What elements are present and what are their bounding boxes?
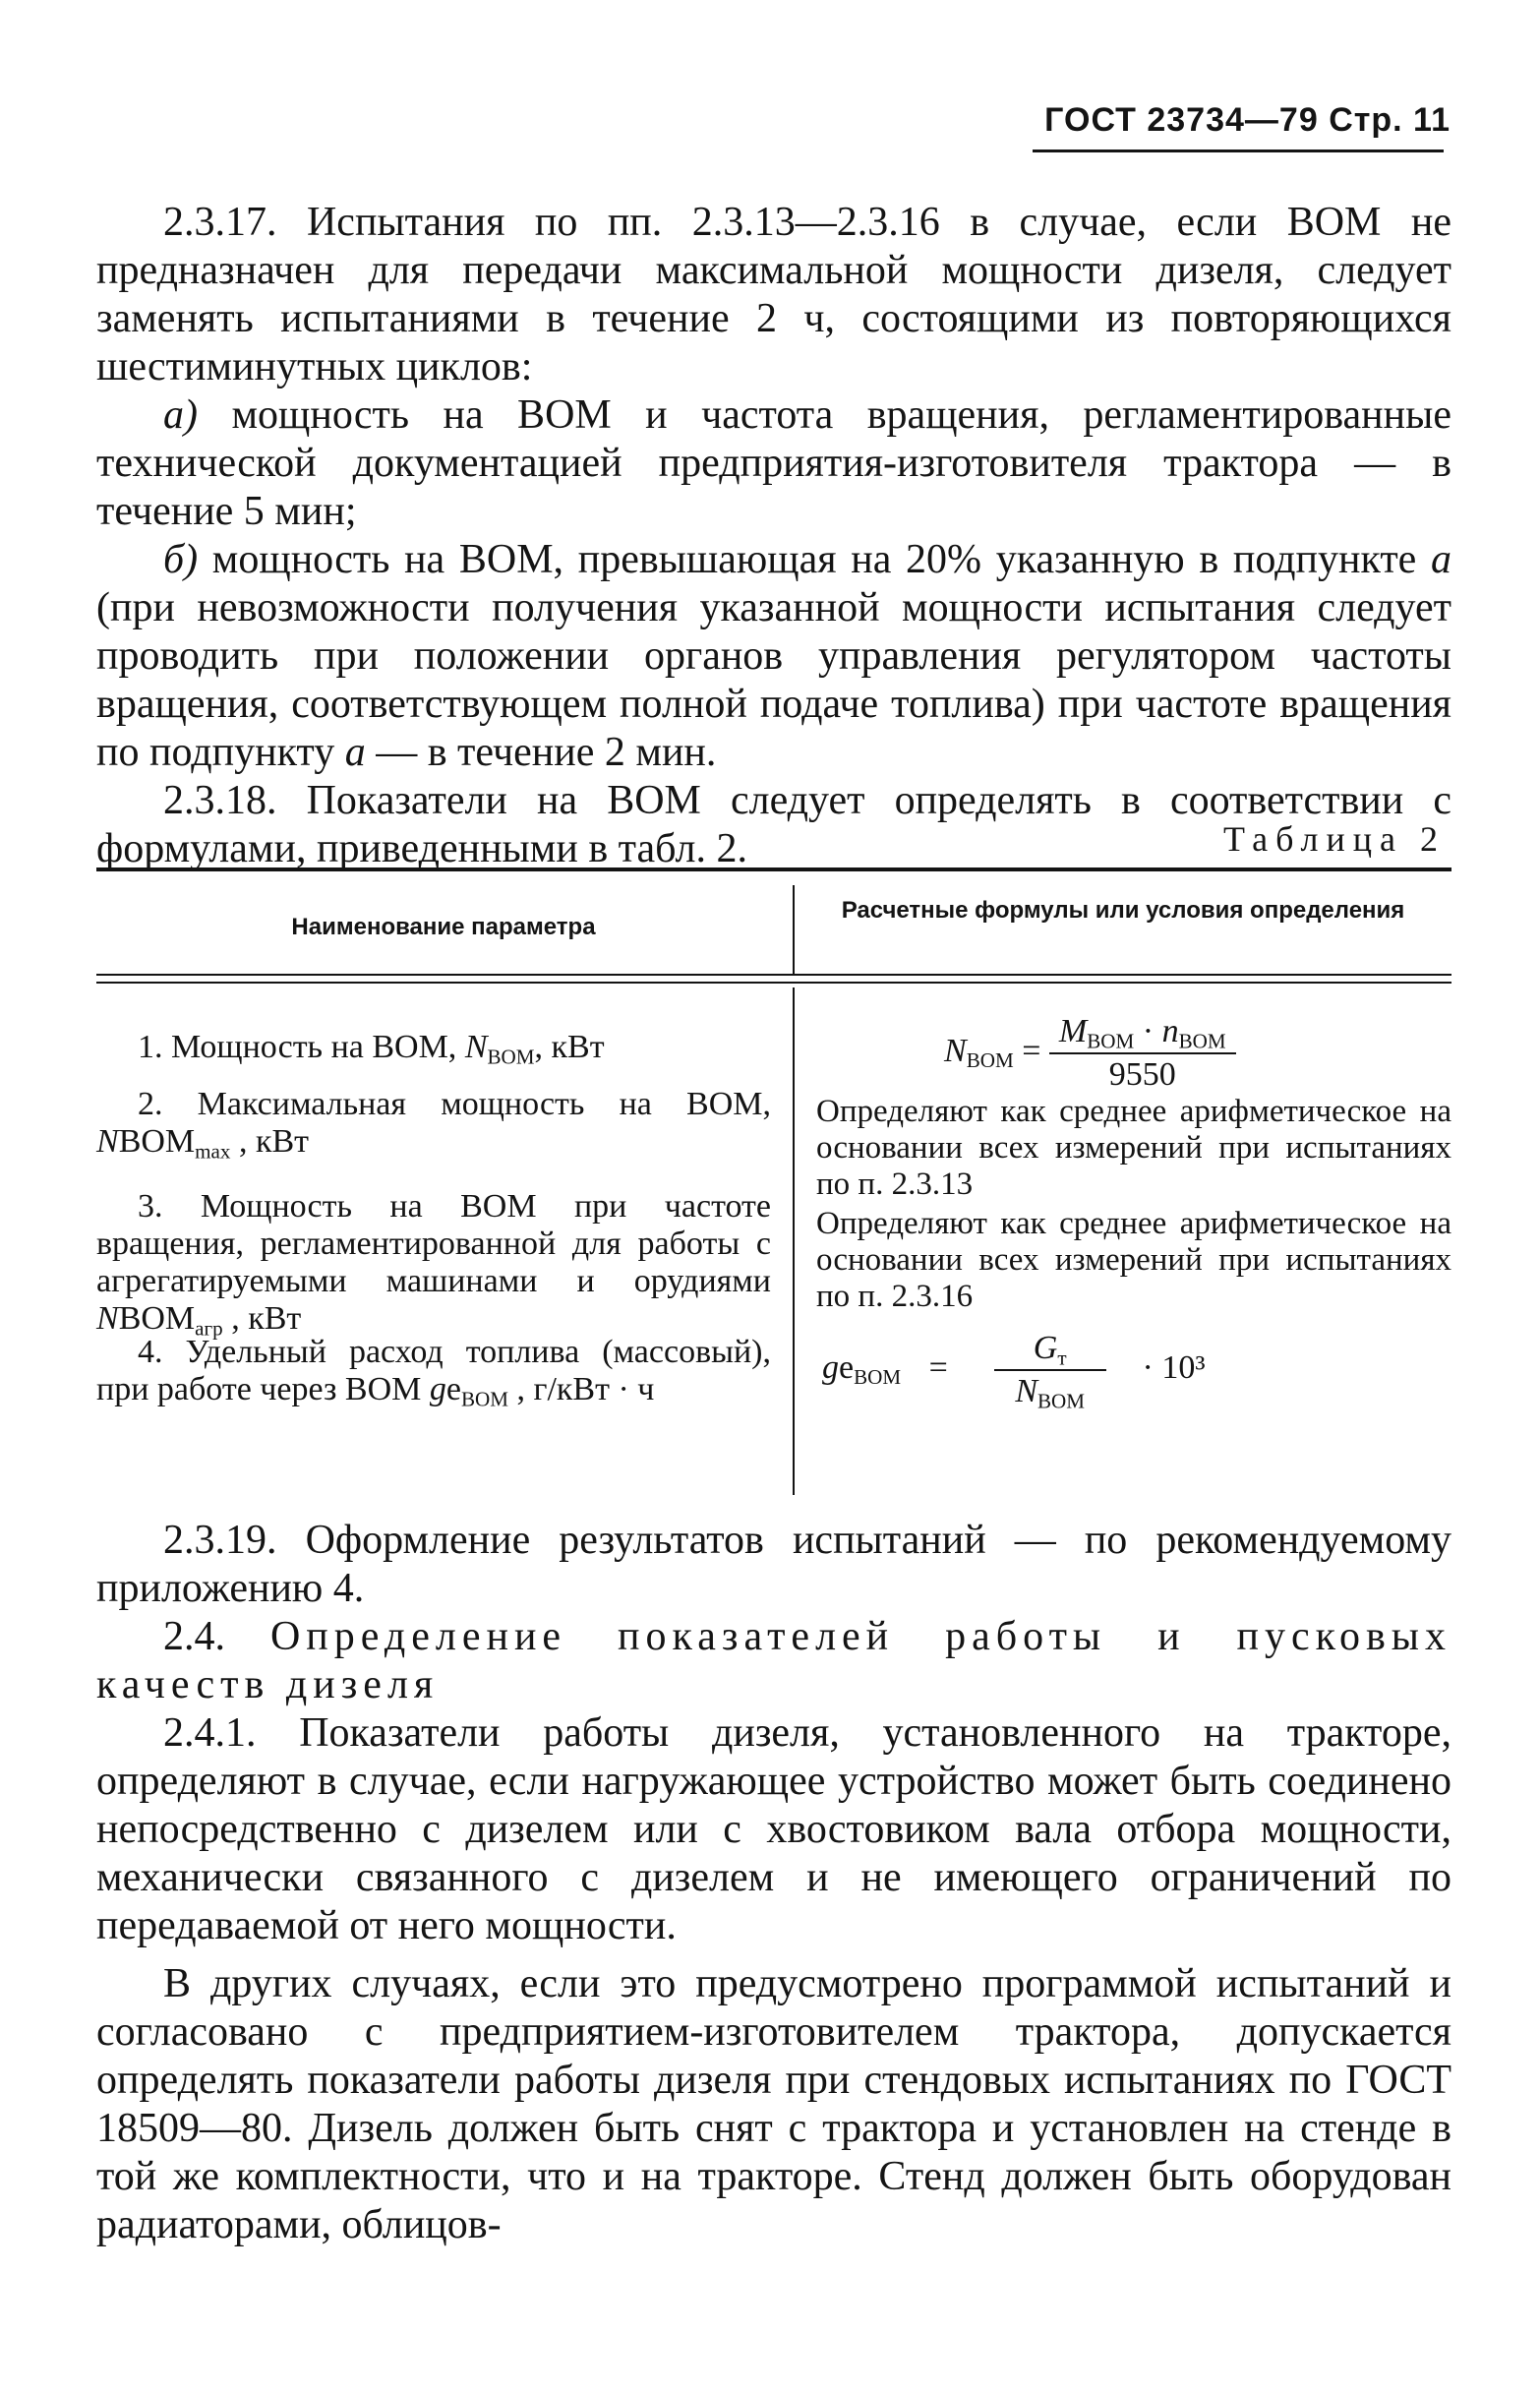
table-row-3-condition [816,1206,1451,1315]
paragraph-other-cases: В других случаях, если это предусмотрено программой испытаний и согласовано с предприятием-изготовителем трактора, допускается определять показатели работы дизеля при стендовых испытаниях по ГОСТ 18509—80. Дизель должен быть снят с трактора и установлен на стенде в той же комплектности, что и на тракторе. Стенд должен быть оборудован радиаторами, облицов- [96,1961,1451,2247]
heading-2-4-title: Определение показателей работы и пусковых качеств дизеля [96,1614,1451,1707]
item-b-text-3: — в течение 2 мин. [365,730,717,775]
heading-2-4 [96,1613,1451,1709]
item-a-marker: а) [163,392,198,438]
formula-4-fraction [976,1330,1124,1413]
row-1-unit: , кВт [534,1029,605,1065]
row-2-subscript: ВОМ [118,1123,196,1160]
paragraph-2-3-18: 2.3.18. Показатели на ВОМ следует определять в соответствии с формулами, приведенными в табл. 2. [96,778,1451,871]
formula-4-power-symbol: N [1015,1373,1037,1409]
row-1-symbol: N [464,1029,488,1065]
section-2-3-17 [96,199,1451,873]
row-4-subscript: е [445,1371,461,1407]
formula-4-lhs-subscript-2: ВОМ [854,1365,902,1390]
row-3-condition-text: Определяют как среднее арифметическое на основании всех измерений при испытаниях по п. 2.3.16 [816,1206,1451,1314]
item-a-text: мощность на ВОМ и частота вращения, регламентированные технической документацией предприятия-изготовителя трактора — в течение 5 мин; [96,392,1451,534]
item-b-ref-1: а [1431,537,1451,582]
table-row-2-parameter [96,1086,771,1164]
formula-power [944,1013,1236,1094]
item-b-text-2: (при невозможности получения указанной мощности испытания следует проводить при положении органов управления регулятором частоты вращения, соответствующем полной подаче топлива) при частоте вращения по подпункту [96,585,1451,775]
formula-1-lhs-symbol: N [944,1032,967,1069]
row-4-text: 4. Удельный расход топлива (массовый), при работе через ВОМ [96,1334,771,1407]
row-2-symbol: N [96,1123,119,1160]
paragraph-2-3-17: 2.3.17. Испытания по пп. 2.3.13—2.3.16 в случае, если ВОМ не предназначен для передачи максимальной мощности дизеля, следует заменять испытаниями в течение 2 ч, состоящими из повторяющихся шестиминутных циклов: [96,200,1451,389]
row-2-subscript-2: max [195,1139,231,1164]
table-caption: Таблица 2 [1223,819,1446,859]
table-row-2-condition [816,1094,1451,1203]
item-b-marker: б) [163,537,199,582]
row-3-subscript-2: агр [195,1316,223,1341]
formula-1-denominator: 9550 [1108,1056,1176,1093]
formula-4-fuel-symbol: G [1033,1330,1058,1366]
formula-1-speed-subscript: ВОМ [1178,1029,1226,1053]
heading-2-4-number: 2.4. [163,1614,270,1659]
paragraph-2-4-1: 2.4.1. Показатели работы дизеля, установленного на тракторе, определяют в случае, если нагружающее устройство может быть соединено непосредственно с дизелем или с хвостовиком вала отбора мощности, механически связанного с дизелем и не имеющего ограничений по передаваемой от него мощности. [96,1710,1451,1948]
item-b [96,536,1451,777]
formula-1-speed-symbol: n [1161,1013,1179,1049]
formula-4-power-subscript: ВОМ [1037,1389,1086,1413]
row-3-symbol: N [96,1300,119,1337]
row-2-condition-text: Определяют как среднее арифметическое на основании всех измерений при испытаниях по п. 2.3.13 [816,1094,1451,1202]
row-4-subscript-2: ВОМ [460,1387,508,1411]
running-head [1023,101,1451,140]
item-a [96,391,1451,536]
formula-1-numerator [1049,1013,1236,1054]
formula-4-denominator [976,1371,1124,1413]
table-header-rule-2 [96,982,1451,984]
formula-1-torque-subscript: ВОМ [1087,1029,1135,1053]
header-rule [1033,150,1444,152]
table-body-divider [793,987,795,1495]
table-header-formulas: Расчетные формулы или условия определения [841,897,1405,924]
formula-4-fuel-subscript: т [1057,1346,1067,1370]
table-header-rule-1 [96,974,1451,976]
table-row-1-parameter [96,1029,771,1069]
formula-1-equals: = [1022,1032,1041,1069]
formula-4-lhs-subscript: е [839,1348,855,1386]
standard-number: ГОСТ 23734—79 [1044,101,1319,139]
item-b-ref-2: а [344,730,366,775]
formula-4-lhs-symbol: g [822,1348,839,1386]
formula-1-dot: · [1134,1013,1162,1049]
row-4-unit: , г/кВт · ч [508,1371,655,1407]
row-2-text: 2. Максимальная мощность на ВОМ, [138,1086,771,1122]
sections-after-table [96,1517,1451,2249]
row-3-subscript: ВОМ [118,1300,196,1337]
formula-1-torque-symbol: M [1058,1013,1088,1049]
row-1-subscript: ВОМ [487,1045,535,1069]
formula-4-equals: = [928,1348,948,1386]
page-number: Стр. 11 [1329,101,1451,139]
item-b-text-1: мощность на ВОМ, превышающая на 20% указанную в подпункте [198,537,1431,582]
row-3-unit: , кВт [222,1300,302,1337]
formula-4-multiplier: · 10³ [1142,1348,1206,1386]
formula-1-fraction [1049,1013,1236,1094]
paragraph-2-3-19: 2.3.19. Оформление результатов испытаний — по рекомендуемому приложению 4. [96,1518,1451,1611]
table-header-parameter: Наименование параметра [291,914,596,940]
formula-fuel-consumption [822,1330,1206,1413]
table-row-4-parameter [96,1334,771,1411]
table-top-rule [96,867,1451,871]
row-3-text: 3. Мощность на ВОМ при частоте вращения, регламентированной для работы с агрегатируемыми машинами и орудиями [96,1188,771,1299]
formula-4-numerator [994,1330,1106,1371]
row-1-text: 1. Мощность на ВОМ, [138,1029,465,1065]
table-row-3-parameter [96,1188,771,1341]
formula-1-lhs-subscript: ВОМ [966,1048,1014,1073]
row-2-unit: , кВт [230,1123,310,1160]
row-4-symbol: g [429,1371,446,1407]
